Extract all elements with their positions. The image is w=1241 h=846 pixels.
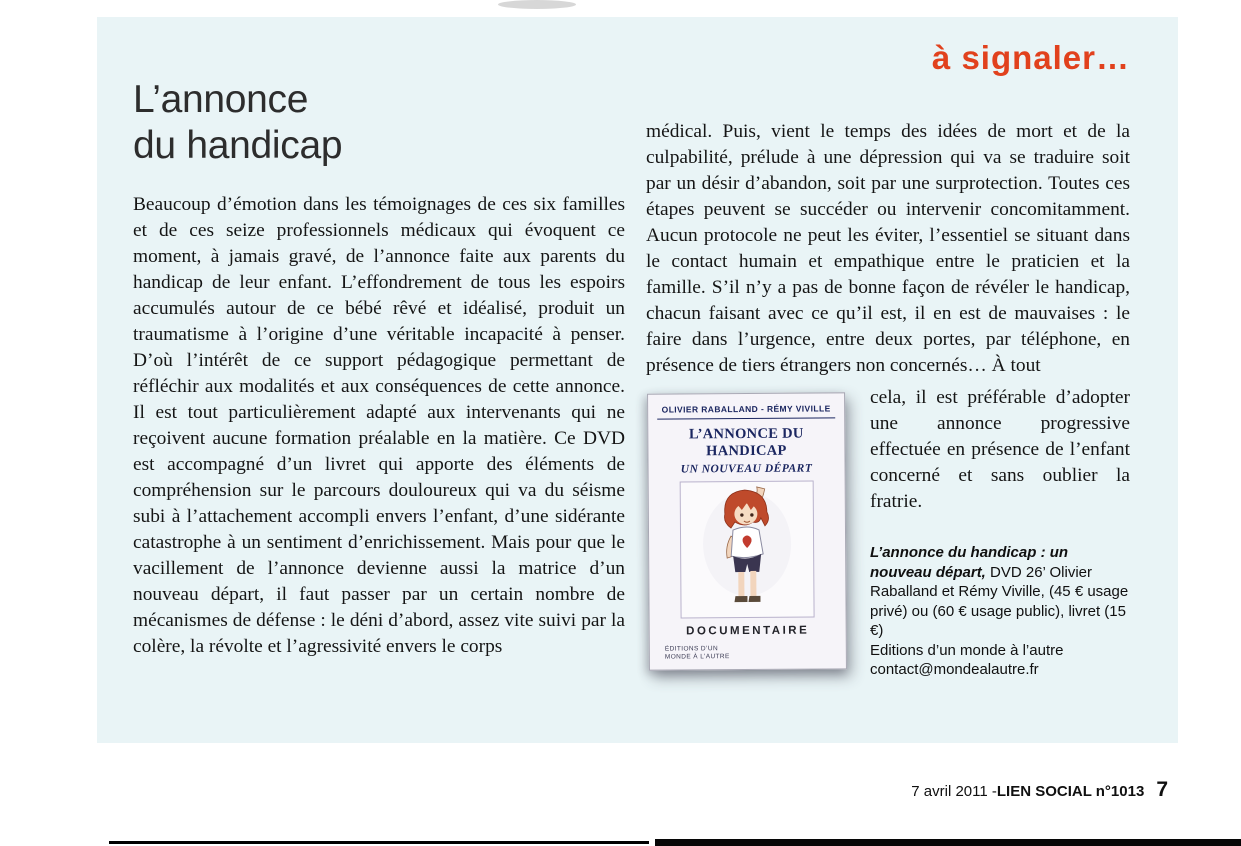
page-footer [911,778,1168,802]
dvd-cover-photo [646,385,858,680]
dvd-cover-genre: DOCUMENTAIRE [686,624,810,638]
scan-artifact-bar-right [655,839,1241,846]
dvd-cover [647,392,847,671]
scan-artifact-bar-left [109,841,649,844]
title-line-2: du handicap [133,123,343,167]
dvd-cover-authors: OLIVIER RABALLAND - RÉMY VIVILLE [657,403,835,419]
article-column-right [646,119,1130,680]
footer-date: 7 avril 2011 - [911,783,997,800]
body-paragraph-wrapped: cela, il est préférable d’adopter une annonce progressive effectuée en présence de l’enfant concerné et sans oublier la fratrie. [870,387,1130,512]
caption-title: L’annonce du handicap : un nouveau départ, [870,544,1069,581]
caption-main [870,543,1130,641]
article-column-left [133,77,625,660]
body-paragraph-left: Beaucoup d’émotion dans les témoignages de ces six familles et de ces seize professionnels médicaux qui évoquent ce moment, à jamais gravé, de l’annonce faite aux parents du handicap de leur enfant. L’effondrement de tous les espoirs accumulés autour de ce bébé rêvé et idéalisé, produit un traumatisme à l’origine d’une véritable incapacité à penser. D’où l’intérêt de ce support pédagogique permettant de réfléchir aux modalités et aux conséquences de cette annonce. Il est tout particulièrement adapté aux intervenants qui ne reçoivent aucune formation préalable en la matière. Ce DVD est accompagné d’un livret qui apporte des éléments de compréhension sur le parcours douloureux qui va du séisme subi à l’attachement accompli envers l’enfant, d’une sidérante catastrophe à un sentiment d’enrichissement. Mais pour que le vacillement de l’annonce devienne aussi la matrice d’un nouveau départ, il faut passer par un certain nombre de mécanismes de défense : le déni d’abord, assez vite suivi par la colère, la révolte et l’agressivité envers le corps [133,194,625,658]
girl-illustration [658,480,837,618]
body-paragraph-right: médical. Puis, vient le temps des idées de mort et de la culpabilité, prélude à une dépression qui va se traduire soit par un désir d’abandon, soit par une surprotection. Toutes ces étapes peuvent se succéder ou intervenir concomitamment. Aucun protocole ne peut les éviter, l’essentiel se situant dans le contact humain et empathique entre le praticien et la famille. S’il n’y a pas de bonne façon de révéler le handicap, chacun faisant avec ce qu’il est, il en est de mauvaises : le faire dans l’urgence, entre deux portes, par téléphone, en présence de tiers étrangers non concernés… À tout [646,121,1130,376]
scan-artifact-smudge [498,0,576,9]
dvd-cover-publisher-logo: ÉDITIONS D’UN MONDE À L’AUTRE [664,645,730,661]
caption-email: contact@mondealautre.fr [870,661,1039,678]
dvd-cover-title: L’ANNONCE DU HANDICAP [688,425,804,460]
media-row [646,385,1130,680]
footer-page-number: 7 [1156,778,1168,801]
dvd-caption [870,543,1130,680]
media-text-block [870,385,1130,680]
footer-journal: LIEN SOCIAL n°1013 [996,783,1145,800]
article-title [133,77,625,168]
dvd-cover-subtitle: UN NOUVEAU DÉPART [680,462,813,476]
magazine-panel [97,17,1178,743]
section-label: à signaler… [931,39,1130,76]
caption-publisher: Editions d’un monde à l’autre [870,641,1064,659]
caption-details: DVD 26’ Olivier Raballand et Rémy Viville, (45 € usage privé) ou (60 € usage public), livret (15 €) [870,563,1129,639]
title-line-1: L’annonce [133,78,309,121]
